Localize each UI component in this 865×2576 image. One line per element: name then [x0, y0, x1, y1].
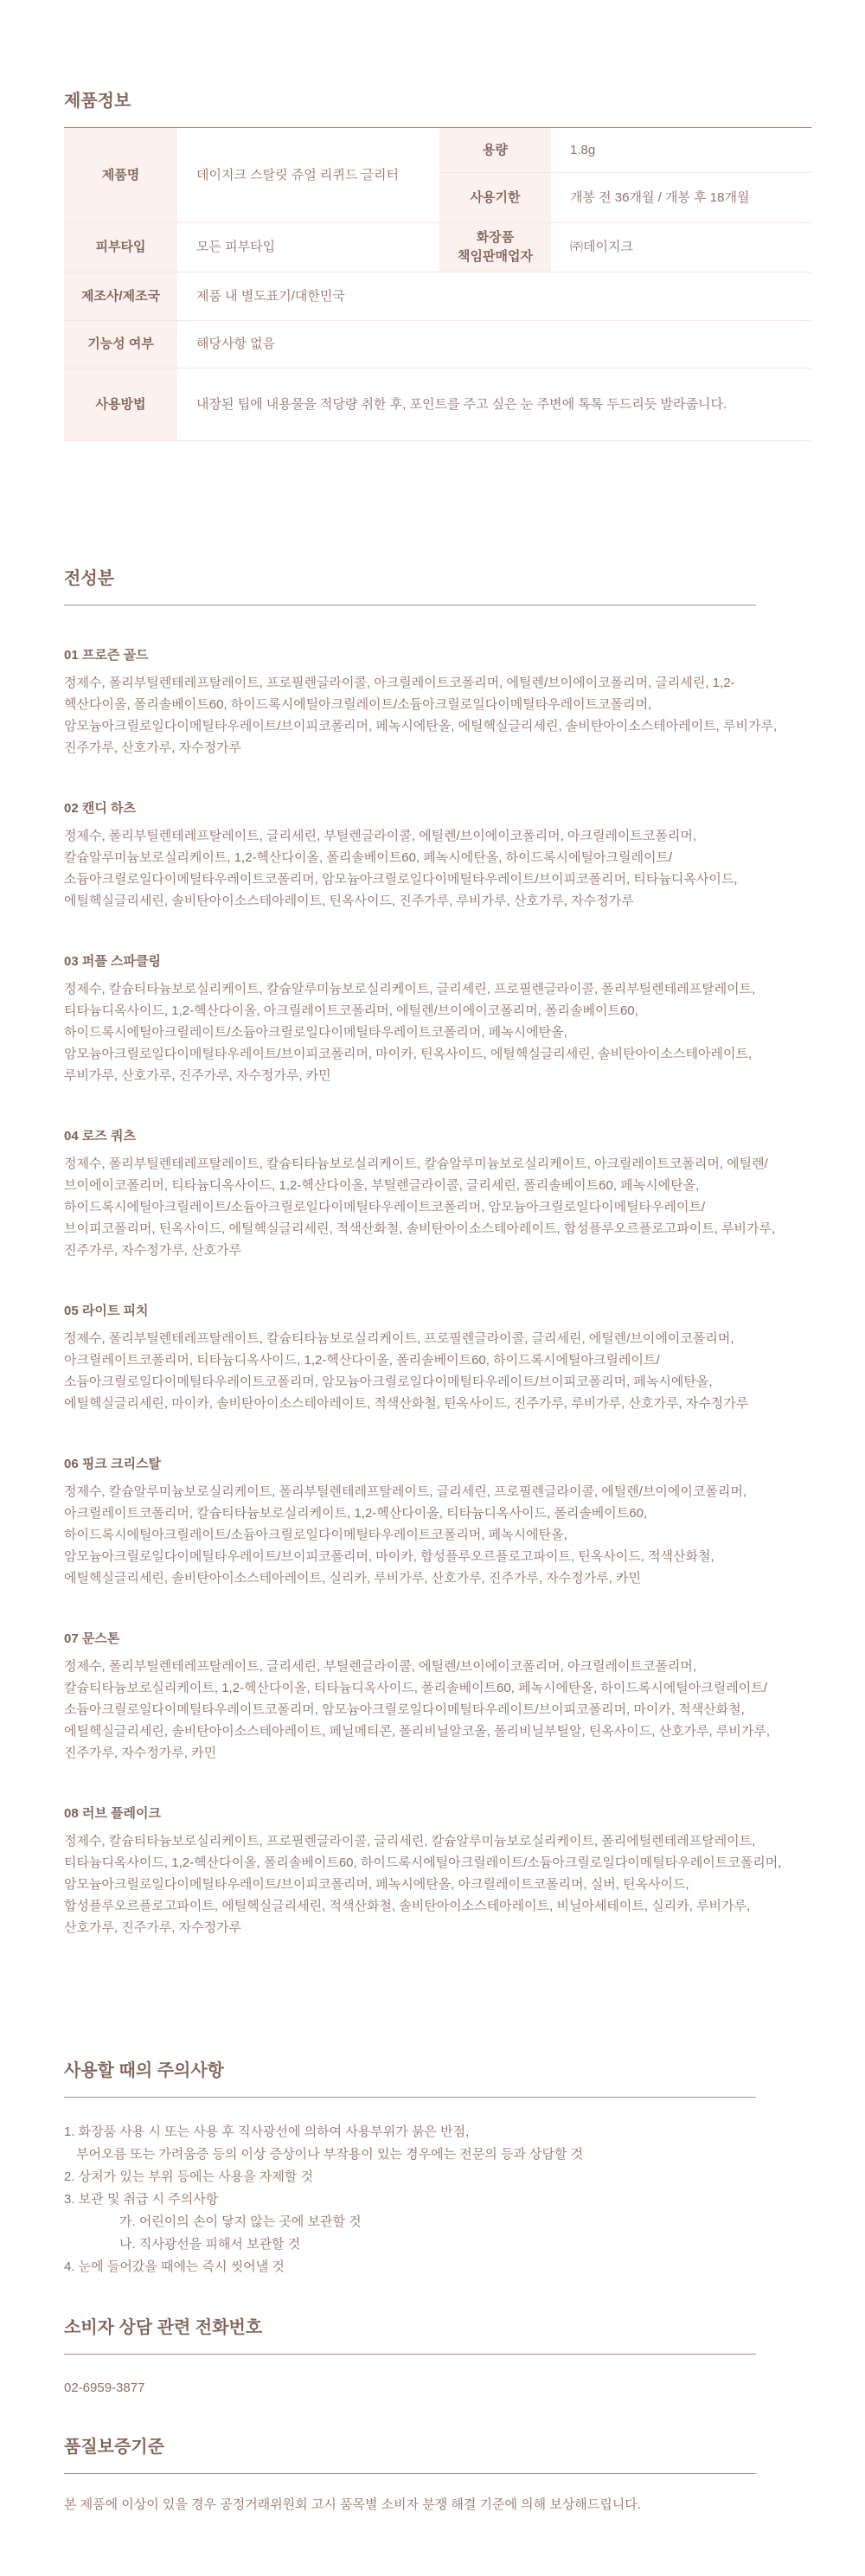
product-info-full-width-rows [64, 272, 811, 440]
precaution-item: 3. 보관 및 취급 시 주의사항 [64, 2192, 219, 2207]
consumer-phone-section [64, 2316, 811, 2397]
ingredient-block-name: 06 핑크 크리스탈 [64, 1457, 161, 1471]
row-value: 데이지크 스탈릿 쥬얼 리퀴드 글리터 [196, 167, 400, 183]
precautions-section [64, 2060, 811, 2278]
ingredient-block-name: 04 로즈 쿼츠 [64, 1129, 136, 1144]
ingredient-block-name: 03 퍼플 스파클링 [64, 954, 161, 969]
ingredient-block [64, 1805, 787, 1938]
ingredient-block-name: 08 러브 플레이크 [64, 1806, 161, 1821]
product-info-table-top [64, 128, 811, 272]
precaution-sub-item: 나. 직사광선을 피해서 보관할 것 [119, 2237, 301, 2252]
section-divider [64, 605, 756, 606]
table-row [64, 368, 811, 440]
row-label: 화장품 책임판매업자 [439, 223, 551, 272]
ingredient-block-name: 07 문스톤 [64, 1631, 120, 1646]
product-info-right-column [439, 128, 811, 272]
ingredient-block [64, 800, 787, 912]
ingredient-block [64, 1456, 787, 1589]
table-row [439, 128, 811, 172]
consumer-phone-title: 소비자 상담 관련 전화번호 [64, 2318, 263, 2337]
row-label: 사용방법 [64, 368, 177, 440]
table-row [64, 128, 439, 222]
table-row [439, 222, 811, 272]
row-label: 제조사/제조국 [64, 272, 177, 320]
row-value: ㈜데이지크 [570, 240, 633, 254]
ingredient-block-text: 정제수, 폴리부틸렌테레프탈레이트, 프로필렌글라이콜, 아크릴레이트코폴리머, 에틸렌/브이에이코폴리머, 글리세린, 1,2-헥산다이올, 폴리솔베이트60, 하이드록시에틸아크릴레이트/소듐아크릴로일다이메틸타우레이트코폴리머, 암모늄아크릴로일다이메틸타우레이트/브이피코폴리머, 페녹시에탄올, 에틸헥실글리세린, 솔비탄아이소스테아레이트, 루비가루, 진주가루, 산호가루, 자수정가루 [64, 676, 778, 755]
table-row [64, 320, 811, 368]
row-label: 사용기한 [439, 173, 551, 222]
row-label: 용량 [439, 128, 551, 172]
table-row [64, 222, 439, 272]
section-divider [64, 2473, 756, 2474]
ingredient-block-text: 정제수, 폴리부틸렌테레프탈레이트, 칼슘티타늄보로실리케이트, 칼슘알루미늄보로실리케이트, 아크릴레이트코폴리머, 에틸렌/브이에이코폴리머, 티타늄디옥사이드, 1,2-헥산다이올, 부틸렌글라이콜, 글리세린, 폴리솔베이트60, 페녹시에탄올, 하이드록시에틸아크릴레이트/소듐아크릴로일다이메틸타우레이트코폴리머, 암모늄아크릴로일다이메틸타우레이트/브이피코폴리머, 틴옥사이드, 에틸헥실글리세린, 적색산화철, 솔비탄아이소스테아레이트, 합성플루오르플로고파이트, 루비가루, 진주가루, 자수정가루, 산호가루 [64, 1157, 776, 1258]
section-divider [64, 2354, 756, 2355]
table-row [64, 272, 811, 320]
product-info-table [64, 127, 811, 441]
ingredient-block-name: 01 프로즌 골드 [64, 648, 149, 663]
section-divider [64, 2097, 756, 2098]
row-value: 해당사항 없음 [196, 336, 276, 351]
phone-number: 02-6959-3877 [64, 2381, 145, 2395]
precaution-item: 4. 눈에 들어갔을 때에는 즉시 씻어낼 것 [64, 2259, 285, 2274]
row-value: 개봉 전 36개월 / 개봉 후 18개월 [570, 189, 750, 205]
warranty-text: 본 제품에 이상이 있을 경우 공정거래위원회 고시 품목별 소비자 분쟁 해결 기준에 의해 보상해드립니다. [64, 2497, 641, 2512]
ingredient-block [64, 1128, 787, 1261]
precaution-item-continuation: 부어오름 또는 가려움증 등의 이상 증상이나 부작용이 있는 경우에는 전문의 등과 상담할 것 [76, 2147, 584, 2162]
warranty-section [64, 2436, 811, 2515]
row-value: 내장된 팁에 내용물을 적당량 취한 후, 포인트를 주고 싶은 눈 주변에 톡톡 두드리듯 발라줍니다. [196, 396, 727, 412]
ingredient-block-text: 정제수, 폴리부틸렌테레프탈레이트, 글리세린, 부틸렌글라이콜, 에틸렌/브이에이코폴리머, 아크릴레이트코폴리머, 칼슘알루미늄보로실리케이트, 1,2-헥산다이올, 폴리솔베이트60, 페녹시에탄올, 하이드록시에틸아크릴레이트/소듐아크릴로일다이메틸타우레이트코폴리머, 암모늄아크릴로일다이메틸타우레이트/브이피코폴리머, 티타늄디옥사이드, 에틸헥실글리세린, 솔비탄아이소스테아레이트, 틴옥사이드, 진주가루, 루비가루, 산호가루, 자수정가루 [64, 829, 738, 908]
ingredient-block-text: 정제수, 칼슘알루미늄보로실리케이트, 폴리부틸렌테레프탈레이트, 글리세린, 프로필렌글라이콜, 에틸렌/브이에이코폴리머, 아크릴레이트코폴리머, 칼슘티타늄보로실리케이트, 1,2-헥산다이올, 티타늄디옥사이드, 폴리솔베이트60, 하이드록시에틸아크릴레이트/소듐아크릴로일다이메틸타우레이트코폴리머, 페녹시에탄올, 암모늄아크릴로일다이메틸타우레이트/브이피코폴리머, 마이카, 합성플루오르플로고파이트, 틴옥사이드, 적색산화철, 에틸헥실글리세린, 솔비탄아이소스테아레이트, 실리카, 루비가루, 산호가루, 진주가루, 자수정가루, 카민 [64, 1484, 747, 1586]
ingredients-section [64, 567, 811, 1938]
ingredients-title: 전성분 [64, 569, 114, 588]
precaution-item: 2. 상처가 있는 부위 등에는 사용을 자제할 것 [64, 2169, 314, 2184]
precaution-sub-item: 가. 어린이의 손이 닿지 않는 곳에 보관할 것 [119, 2214, 362, 2229]
ingredient-block-text: 정제수, 칼슘티타늄보로실리케이트, 프로필렌글라이콜, 글리세린, 칼슘알루미늄보로실리케이트, 폴리에틸렌테레프탈레이트, 티타늄디옥사이드, 1,2-헥산다이올, 폴리솔베이트60, 하이드록시에틸아크릴레이트/소듐아크릴로일다이메틸타우레이트코폴리머, 암모늄아크릴로일다이메틸타우레이트/브이피코폴리머, 페녹시에탄올, 아크릴레이트코폴리머, 실버, 틴옥사이드, 합성플루오르플로고파이트, 에틸헥실글리세린, 적색산화철, 솔비탄아이소스테아레이트, 비닐아세테이트, 실리카, 루비가루, 산호가루, 진주가루, 자수정가루 [64, 1834, 782, 1935]
row-label: 기능성 여부 [64, 321, 177, 368]
row-value: 제품 내 별도표기/대한민국 [196, 288, 345, 304]
precaution-item: 1. 화장품 사용 시 또는 사용 후 직사광선에 의하여 사용부위가 붉은 반점, [64, 2124, 470, 2139]
ingredient-block-name: 05 라이트 피치 [64, 1304, 149, 1318]
ingredient-block-text: 정제수, 폴리부틸렌테레프탈레이트, 글리세린, 부틸렌글라이콜, 에틸렌/브이에이코폴리머, 아크릴레이트코폴리머, 칼슘티타늄보로실리케이트, 1,2-헥산다이올, 티타늄디옥사이드, 폴리솔베이트60, 페녹시에탄올, 하이드록시에틸아크릴레이트/소듐아크릴로일다이메틸타우레이트코폴리머, 암모늄아크릴로일다이메틸타우레이트/브이피코폴리머, 마이카, 적색산화철, 에틸헥실글리세린, 솔비탄아이소스테아레이트, 페닐메티콘, 폴리비닐알코올, 폴리비닐부틸알, 틴옥사이드, 산호가루, 루비가루, 진주가루, 자수정가루, 카민 [64, 1659, 770, 1760]
product-info-title: 제품정보 [64, 92, 131, 111]
ingredient-block-text: 정제수, 폴리부틸렌테레프탈레이트, 칼슘티타늄보로실리케이트, 프로필렌글라이콜, 글리세린, 에틸렌/브이에이코폴리머, 아크릴레이트코폴리머, 티타늄디옥사이드, 1,2-헥산다이올, 폴리솔베이트60, 하이드록시에틸아크릴레이트/소듐아크릴로일다이메틸타우레이트코폴리머, 암모늄아크릴로일다이메틸타우레이트/브이피코폴리머, 페녹시에탄올, 에틸헥실글리세린, 마이카, 솔비탄아이소스테아레이트, 적색산화철, 틴옥사이드, 진주가루, 루비가루, 산호가루, 자수정가루 [64, 1331, 749, 1411]
row-value: 1.8g [570, 142, 596, 157]
ingredient-block [64, 647, 787, 759]
ingredient-block-name: 02 캔디 하츠 [64, 801, 136, 816]
product-info-section [64, 90, 811, 441]
ingredient-block [64, 1631, 787, 1764]
row-value: 모든 피부타입 [196, 240, 276, 254]
ingredient-block [64, 953, 787, 1086]
ingredient-block [64, 1303, 787, 1414]
product-info-left-column [64, 128, 439, 272]
table-row [439, 172, 811, 222]
precautions-title: 사용할 때의 주의사항 [64, 2061, 224, 2080]
precautions-list [64, 2121, 787, 2278]
row-label: 제품명 [64, 128, 177, 222]
row-label: 피부타입 [64, 223, 177, 272]
warranty-title: 품질보증기준 [64, 2438, 164, 2457]
ingredient-block-text: 정제수, 칼슘티타늄보로실리케이트, 칼슘알루미늄보로실리케이트, 글리세린, 프로필렌글라이콜, 폴리부틸렌테레프탈레이트, 티타늄디옥사이드, 1,2-헥산다이올, 아크릴레이트코폴리머, 에틸렌/브이에이코폴리머, 폴리솔베이트60, 하이드록시에틸아크릴레이트/소듐아크릴로일다이메틸타우레이트코폴리머, 페녹시에탄올, 암모늄아크릴로일다이메틸타우레이트/브이피코폴리머, 마이카, 틴옥사이드, 에틸헥실글리세린, 솔비탄아이소스테아레이트, 루비가루, 산호가루, 진주가루, 자수정가루, 카민 [64, 982, 756, 1083]
